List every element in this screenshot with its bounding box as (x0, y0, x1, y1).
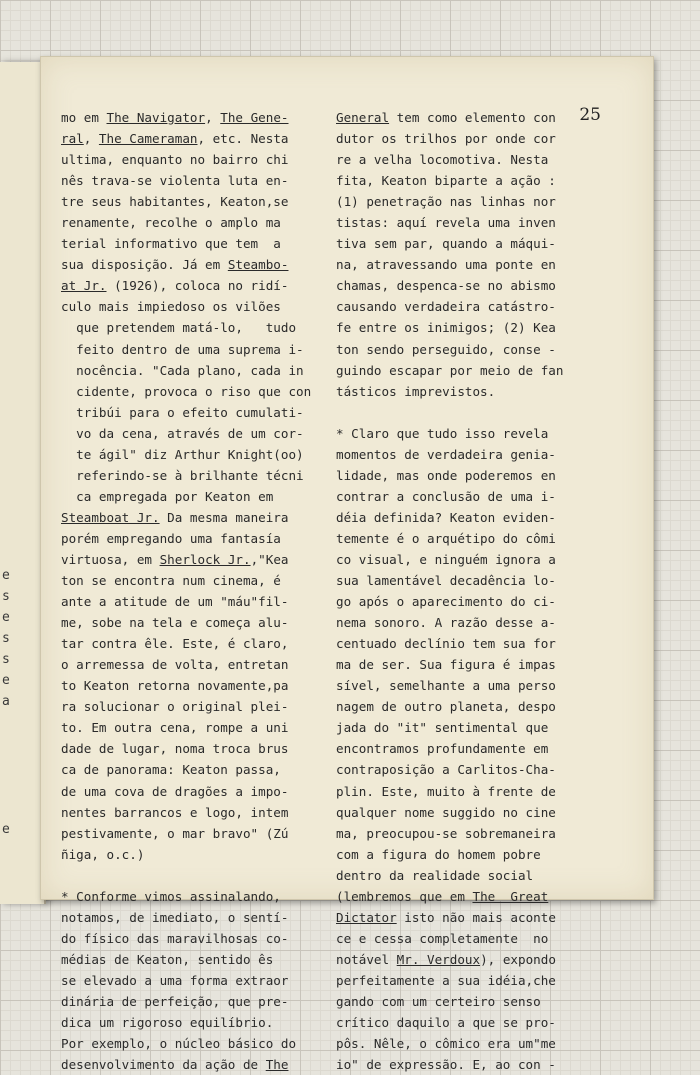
text-line (336, 844, 636, 865)
text-run: pôs. Nêle, o cômico era um"me (336, 1036, 556, 1052)
text-line (61, 633, 341, 654)
text-run: ra solucionar o original plei- (61, 699, 289, 715)
text-run: notável (336, 951, 397, 967)
text-run: Por exemplo, o núcleo básico do (61, 1036, 297, 1052)
text-run: ante a atitude de um "máu"fil- (61, 594, 289, 610)
text-line (61, 612, 341, 633)
text-line (61, 844, 341, 865)
text-run: ma de ser. Sua figura é impas (336, 657, 556, 673)
text-run: , (83, 131, 99, 147)
text-run: dinária de perfeição, que pre- (61, 993, 289, 1009)
facing-page-fragment: a (2, 694, 10, 709)
text-line (61, 591, 341, 612)
typewritten-page (40, 56, 654, 1073)
text-run: te ágil" diz Arthur Knight(oo) (61, 446, 304, 462)
underlined-title: Dictator (336, 909, 397, 925)
text-line (336, 570, 636, 591)
text-run: causando verdadeira catástro- (336, 299, 556, 315)
text-line (336, 991, 636, 1012)
text-run: tistas: aquí revela uma inven (336, 215, 556, 231)
text-line (61, 570, 341, 591)
text-run: nentes barrancos e logo, intem (61, 804, 289, 820)
text-line (336, 612, 636, 633)
text-run: tásticos imprevistos. (336, 383, 496, 399)
text-line (61, 191, 341, 212)
underlined-title: Sherlock Jr. (159, 551, 251, 567)
text-run: virtuosa, em (61, 551, 160, 567)
text-line (61, 802, 341, 823)
text-run: ton se encontra num cinema, é (61, 573, 281, 589)
text-run: o arremessa de volta, entretan (61, 657, 289, 673)
page-number: 25 (579, 105, 601, 125)
text-line (336, 928, 636, 949)
text-run: ca de panorama: Keaton passa, (61, 762, 281, 778)
text-line (61, 717, 341, 738)
text-line (336, 128, 636, 149)
text-run: renamente, recolhe o amplo ma (61, 215, 281, 231)
text-run: me, sobe na tela e começa alu- (61, 615, 289, 631)
text-line (336, 886, 636, 907)
text-line (336, 254, 636, 275)
underlined-title: at Jr. (61, 278, 107, 294)
text-line (336, 717, 636, 738)
text-line (336, 1012, 636, 1033)
underlined-title: The Great (472, 888, 549, 904)
text-run: crítico daquilo a que se pro- (336, 1015, 556, 1031)
text-line (61, 738, 341, 759)
text-line (61, 970, 341, 991)
underlined-title: The Gene- (220, 110, 289, 125)
text-line (61, 444, 341, 465)
underlined-title: The Navigator (106, 110, 206, 125)
text-run: sua disposição. Já em (61, 257, 228, 273)
underlined-title: General (336, 110, 390, 125)
text-line (61, 1033, 341, 1054)
text-run: plin. Este, muito à frente de (336, 783, 556, 799)
underlined-title: Steambo- (227, 257, 289, 273)
text-run: temente é o arquétipo do cômi (336, 530, 556, 546)
text-run: déia definida? Keaton eviden- (336, 509, 556, 525)
text-line (61, 107, 341, 128)
text-run: (lembremos que em (336, 888, 473, 904)
text-line (336, 738, 636, 759)
text-run: isto não mais aconte (396, 909, 556, 925)
text-line (336, 696, 636, 717)
text-run: ), expondo (480, 951, 556, 967)
text-run: ce e cessa completamente no (336, 930, 549, 946)
text-run: perfeitamente a sua idéia,che (336, 972, 556, 988)
text-line (336, 1054, 636, 1075)
text-line (61, 823, 341, 844)
right-text-column (336, 107, 636, 1075)
text-line (61, 233, 341, 254)
text-line (336, 781, 636, 802)
text-run: cidente, provoca o riso que con (61, 383, 312, 399)
text-line (61, 907, 341, 928)
text-run: contrar a conclusão de uma i- (336, 488, 556, 504)
text-run: tem como elemento con (389, 110, 556, 125)
underlined-title: The (265, 1057, 289, 1073)
text-line (61, 507, 341, 528)
text-run: terial informativo que tem a (61, 236, 281, 252)
text-run: ca empregada por Keaton em (61, 488, 274, 504)
text-run: momentos de verdadeira genia- (336, 446, 556, 462)
text-line (336, 528, 636, 549)
text-run: tre seus habitantes, Keaton,se (61, 194, 289, 210)
text-run: sível, semelhante a uma perso (336, 678, 556, 694)
text-run: tar contra êle. Este, é claro, (61, 636, 289, 652)
text-line (336, 149, 636, 170)
text-line (336, 949, 636, 970)
text-line (336, 381, 636, 402)
text-run: lidade, mas onde poderemos en (336, 467, 556, 483)
text-run: feito dentro de uma suprema i- (61, 341, 304, 357)
text-run: pestivamente, o mar bravo" (Zú (61, 825, 289, 841)
text-run: fita, Keaton biparte a ação : (336, 173, 556, 189)
text-line (61, 465, 341, 486)
text-line (61, 486, 341, 507)
facing-page-fragment: s (2, 652, 10, 667)
facing-page-fragment: e (2, 610, 10, 625)
text-run: to. Em outra cena, rompe a uni (61, 720, 289, 736)
text-line (336, 107, 636, 128)
underlined-title: Steamboat Jr. (61, 509, 160, 525)
text-run: nocência. "Cada plano, cada in (61, 362, 304, 378)
text-run: dica um rigoroso equilíbrio. (61, 1015, 274, 1031)
facing-page-fragment: e (2, 822, 10, 837)
text-run: to Keaton retorna novamente,pa (61, 678, 289, 694)
text-line (336, 339, 636, 360)
text-run: na, atravessando uma ponte en (336, 257, 556, 273)
text-line (61, 402, 341, 423)
text-run: ton sendo perseguido, conse - (336, 341, 556, 357)
text-run: culo mais impiedoso os vilões (61, 299, 281, 315)
text-line (336, 486, 636, 507)
text-line (61, 675, 341, 696)
text-run: dutor os trilhos por onde cor (336, 131, 556, 147)
text-line (336, 970, 636, 991)
text-line (336, 402, 636, 423)
text-run: ñiga, o.c.) (61, 846, 145, 862)
underlined-title: Mr. Verdoux (396, 951, 481, 967)
text-run: porém empregando uma fantasía (61, 530, 281, 546)
text-run: desenvolvimento da ação de (61, 1057, 266, 1073)
text-line (61, 275, 341, 296)
text-line (61, 170, 341, 191)
text-run: nagem de outro planeta, despo (336, 699, 556, 715)
facing-page-fragment: s (2, 631, 10, 646)
text-line (336, 423, 636, 444)
text-run: * Claro que tudo isso revela (336, 425, 549, 441)
text-line (61, 149, 341, 170)
text-run: vo da cena, através de um cor- (61, 425, 304, 441)
facing-page-fragment: e (2, 673, 10, 688)
text-line (336, 591, 636, 612)
text-line (336, 654, 636, 675)
text-run: contraposição a Carlitos-Cha- (336, 762, 556, 778)
text-line (61, 317, 341, 338)
text-run: do físico das maravilhosas co- (61, 930, 289, 946)
text-line (61, 991, 341, 1012)
text-line (61, 212, 341, 233)
text-line (61, 1054, 341, 1075)
text-run: ma, preocupou-se sobremaneira (336, 825, 556, 841)
text-run: co visual, e ninguém ignora a (336, 551, 556, 567)
left-text-column (61, 107, 341, 1075)
text-line (336, 907, 636, 928)
text-line (61, 886, 341, 907)
text-run: centuado declínio tem sua for (336, 636, 556, 652)
text-run: sua lamentável decadência lo- (336, 573, 556, 589)
text-line (61, 360, 341, 381)
text-line (336, 170, 636, 191)
text-run: qualquer nome suggido no cine (336, 804, 556, 820)
text-run: guindo escapar por meio de fan (336, 362, 564, 378)
text-run: ,"Kea (250, 551, 289, 567)
text-run: fe entre os inimigos; (2) Kea (336, 320, 556, 336)
text-line (336, 444, 636, 465)
text-run: Da mesma maneira (159, 509, 289, 525)
facing-page-fragment: e (2, 568, 10, 583)
text-line (336, 675, 636, 696)
text-line (61, 254, 341, 275)
text-run: que pretendem matá-lo, tudo (61, 320, 297, 336)
text-run: dentro da realidade social (336, 867, 534, 883)
text-run: , (205, 110, 221, 125)
underlined-title: The Cameraman (98, 131, 198, 147)
text-run: io" de expressão. E, ao con - (336, 1057, 556, 1073)
text-line (61, 928, 341, 949)
text-run: notamos, de imediato, o sentí- (61, 909, 289, 925)
text-line (336, 275, 636, 296)
text-line (336, 549, 636, 570)
text-run: , etc. Nesta (197, 131, 289, 147)
text-line (61, 865, 341, 886)
text-line (61, 654, 341, 675)
text-run: médias de Keaton, sentido ês (61, 951, 274, 967)
text-run: nema sonoro. A razão desse a- (336, 615, 556, 631)
text-run: jada do "it" sentimental que (336, 720, 549, 736)
text-run: ultima, enquanto no bairro chi (61, 152, 289, 168)
text-line (61, 423, 341, 444)
text-line (61, 296, 341, 317)
text-run: * Conforme vimos assinalando, (61, 888, 281, 904)
text-run: tribúi para o efeito cumulati- (61, 404, 304, 420)
text-line (61, 381, 341, 402)
text-line (336, 823, 636, 844)
text-line (336, 212, 636, 233)
text-run: gando com um certeiro senso (336, 993, 541, 1009)
text-line (61, 1012, 341, 1033)
text-line (336, 507, 636, 528)
text-run: encontramos profundamente em (336, 741, 549, 757)
text-line (336, 465, 636, 486)
text-line (336, 759, 636, 780)
text-run: go após o aparecimento do ci- (336, 594, 556, 610)
text-line (61, 759, 341, 780)
text-line (336, 1033, 636, 1054)
text-run: com a figura do homem pobre (336, 846, 541, 862)
text-run: re a velha locomotiva. Nesta (336, 152, 549, 168)
text-run: dade de lugar, noma troca brus (61, 741, 289, 757)
text-line (61, 696, 341, 717)
text-run: (1) penetração nas linhas nor (336, 194, 556, 210)
text-run: tiva sem par, quando a máqui- (336, 236, 556, 252)
text-line (336, 802, 636, 823)
text-line (61, 549, 341, 570)
text-line (336, 296, 636, 317)
text-run: (1926), coloca no ridí- (106, 278, 289, 294)
text-line (61, 949, 341, 970)
text-line (336, 865, 636, 886)
text-line (61, 128, 341, 149)
text-run: referindo-se à brilhante técni (61, 467, 304, 483)
text-run: se elevado a uma forma extraor (61, 972, 289, 988)
text-line (61, 528, 341, 549)
text-run: de uma cova de dragões a impo- (61, 783, 289, 799)
text-run: nês trava-se violenta luta en- (61, 173, 289, 189)
facing-page-fragment: s (2, 589, 10, 604)
text-run: chamas, despenca-se no abismo (336, 278, 556, 294)
text-run: mo em (61, 110, 107, 125)
text-line (336, 233, 636, 254)
text-line (336, 360, 636, 381)
text-line (61, 339, 341, 360)
text-line (336, 317, 636, 338)
text-line (61, 781, 341, 802)
underlined-title: ral (61, 131, 84, 147)
text-line (336, 633, 636, 654)
text-line (336, 191, 636, 212)
